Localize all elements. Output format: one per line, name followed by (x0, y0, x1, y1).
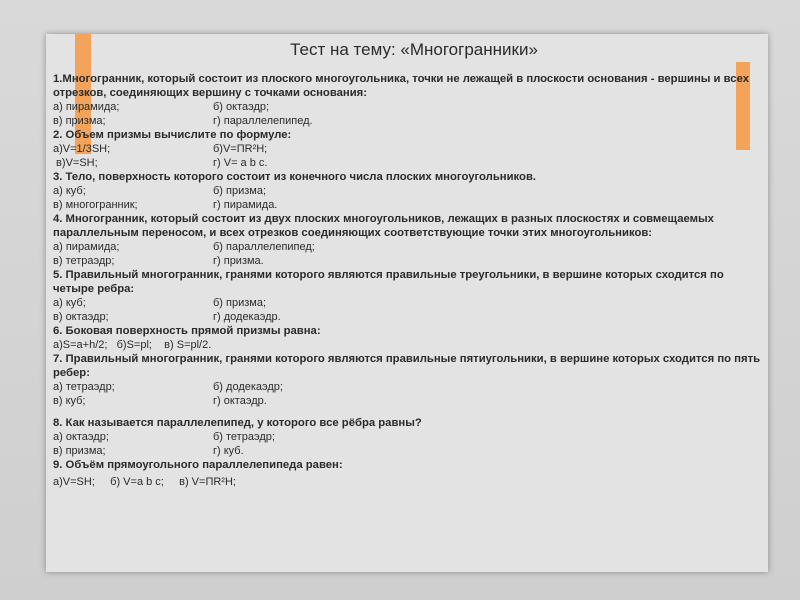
answer-option[interactable]: б) октаэдр; (213, 101, 270, 113)
question-block (53, 268, 765, 324)
answer-option[interactable]: б) параллелепипед; (213, 241, 315, 253)
answer-option[interactable]: в) октаэдр; (53, 311, 109, 323)
answer-option[interactable]: б) призма; (213, 297, 267, 309)
answer-option[interactable]: в)V=SH; (53, 157, 98, 169)
answer-row (53, 380, 765, 394)
answer-option[interactable]: г) додекаэдр. (213, 311, 281, 323)
question-text: 3. Тело, поверхность которого состоит из конечного числа плоских многоугольников. (53, 171, 537, 183)
question-block (53, 128, 765, 170)
answer-row[interactable]: а)S=a+h/2; б)S=pl; в) S=pl/2. (53, 339, 212, 351)
answer-option[interactable]: б) призма; (213, 185, 267, 197)
answer-option[interactable]: б) тетраэдр; (213, 431, 275, 443)
answer-option[interactable]: а) тетраэдр; (53, 381, 115, 393)
answer-option[interactable]: б) додекаэдр; (213, 381, 283, 393)
answer-option[interactable]: а) куб; (53, 185, 86, 197)
question-block (53, 212, 765, 268)
spacer (53, 408, 765, 416)
answer-row (53, 184, 765, 198)
answer-option[interactable]: а) пирамида; (53, 101, 120, 113)
answer-option[interactable]: г) куб. (213, 445, 244, 457)
answer-option[interactable]: а)V=1/3SH; (53, 143, 111, 155)
answer-row (53, 142, 765, 156)
answer-option[interactable]: в) куб; (53, 395, 86, 407)
question-text: 4. Многогранник, который состоит из двух плоских многоугольников, лежащих в разных плоскостях и совмещаемых параллельным переносом, и всех отрезков соединяющих соответствующие точки этих многоугольников: (53, 213, 714, 239)
answer-option[interactable]: г) параллелепипед. (213, 115, 313, 127)
answer-option[interactable]: в) тетраэдр; (53, 255, 115, 267)
answer-row (53, 444, 765, 458)
answer-row (53, 114, 765, 128)
question-block (53, 170, 765, 212)
question-block (53, 458, 765, 489)
answer-row (53, 254, 765, 268)
answer-row (53, 156, 765, 170)
answer-row (53, 296, 765, 310)
answer-row (53, 310, 765, 324)
answer-row (53, 240, 765, 254)
answer-option[interactable]: в) призма; (53, 115, 106, 127)
question-block (53, 72, 765, 128)
question-text: 6. Боковая поверхность прямой призмы равна: (53, 325, 321, 337)
test-content (53, 40, 765, 489)
answer-row (53, 394, 765, 408)
answer-option[interactable]: г) V= a b c. (213, 157, 268, 169)
question-block (53, 352, 765, 408)
answer-option[interactable]: а) октаэдр; (53, 431, 109, 443)
page-title: Тест на тему: «Многогранники» (290, 40, 538, 59)
answer-option[interactable]: г) октаэдр. (213, 395, 267, 407)
question-text: 2. Объем призмы вычислите по формуле: (53, 129, 292, 141)
answer-option[interactable]: в) многогранник; (53, 199, 138, 211)
answer-row (53, 100, 765, 114)
answer-option[interactable]: а) куб; (53, 297, 86, 309)
answer-option[interactable]: г) пирамида. (213, 199, 278, 211)
question-block (53, 416, 765, 458)
answer-option[interactable]: в) призма; (53, 445, 106, 457)
answer-row (53, 198, 765, 212)
answer-option[interactable]: г) призма. (213, 255, 264, 267)
answer-row[interactable]: а)V=SH; б) V=a b c; в) V=ПR²H; (53, 476, 236, 488)
answer-option[interactable]: а) пирамида; (53, 241, 120, 253)
question-text: 1.Многогранник, который состоит из плоского многоугольника, точки не лежащей в плоскости основания - вершины и всех отрезков, соединяющих вершину с точками основания: (53, 73, 750, 99)
question-text: 8. Как называется параллелепипед, у которого все рёбра равны? (53, 417, 422, 429)
question-text: 7. Правильный многогранник, гранями которого являются правильные пятиугольники, в вершине которых сходится по пять ребер: (53, 353, 761, 379)
question-text: 5. Правильный многогранник, гранями которого являются правильные треугольники, в вершине которых сходится по четыре ребра: (53, 269, 724, 295)
answer-row (53, 430, 765, 444)
answer-option[interactable]: б)V=ПR²H; (213, 143, 268, 155)
question-block (53, 324, 765, 352)
question-text: 9. Объём прямоугольного параллелепипеда равен: (53, 459, 343, 471)
